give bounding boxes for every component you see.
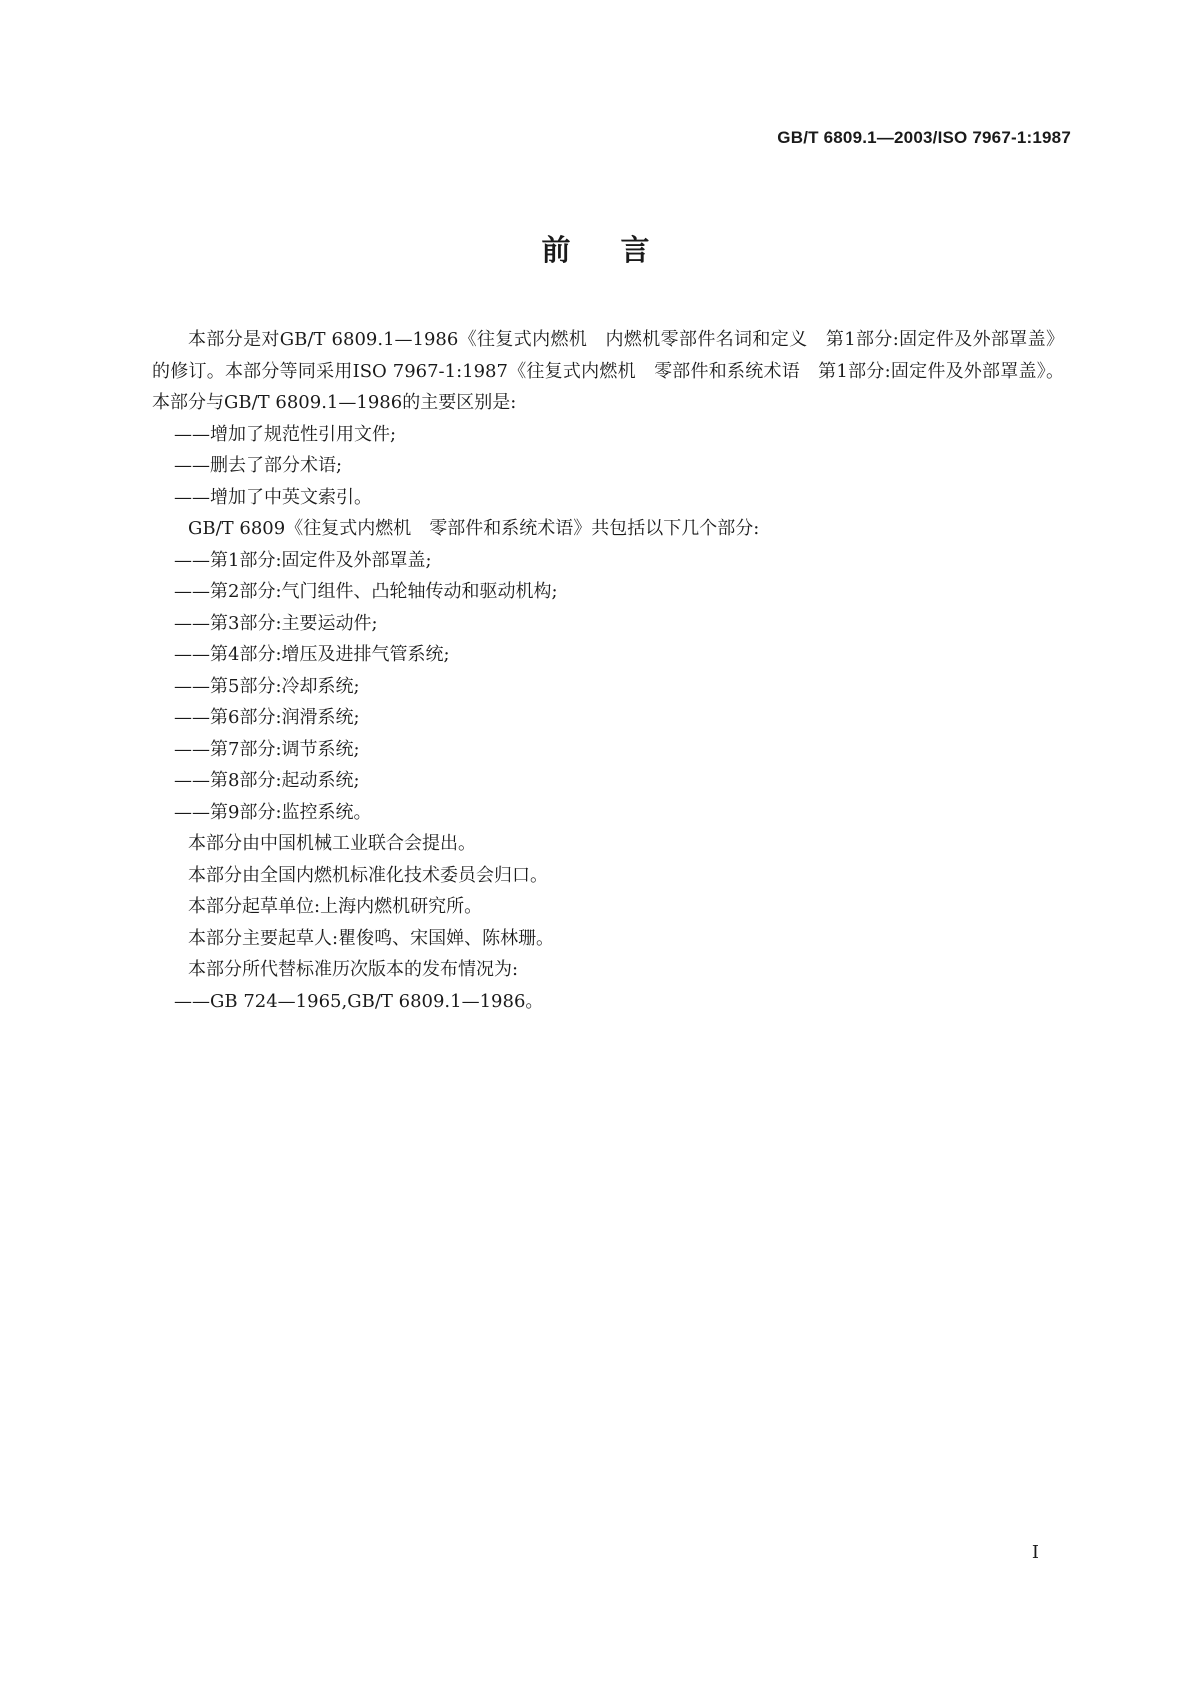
page-number: I: [1031, 1542, 1039, 1563]
drafting-unit-paragraph: 本部分起草单位:上海内燃机研究所。: [188, 896, 483, 917]
document-body: [152, 324, 1064, 1017]
standard-code: GB/T 6809.1—2003/ISO 7967-1:1987: [777, 128, 1071, 147]
centralized-by-paragraph: 本部分由全国内燃机标准化技术委员会归口。: [188, 864, 548, 886]
part-item: ——第8部分:起动系统;: [174, 770, 360, 791]
proposed-by-paragraph: 本部分由中国机械工业联合会提出。: [188, 833, 476, 854]
part-item: ——第6部分:润滑系统;: [174, 707, 360, 728]
part-item: ——第4部分:增压及进排气管系统;: [174, 644, 450, 665]
part-item: ——第1部分:固定件及外部罩盖;: [174, 549, 432, 571]
drafters-paragraph: 本部分主要起草人:瞿俊鸣、宋国婵、陈林珊。: [188, 927, 555, 949]
history-intro-paragraph: 本部分所代替标准历次版本的发布情况为:: [188, 959, 519, 980]
page-title: 前言: [541, 233, 700, 267]
change-item: ——删去了部分术语;: [174, 455, 343, 476]
part-item: ——第9部分:监控系统。: [174, 801, 372, 823]
change-item: ——增加了中英文索引。: [174, 486, 372, 508]
parts-intro-paragraph: GB/T 6809《往复式内燃机 零部件和系统术语》共包括以下几个部分:: [188, 518, 760, 539]
change-item: ——增加了规范性引用文件;: [174, 423, 397, 445]
part-item: ——第5部分:冷却系统;: [174, 675, 360, 697]
intro-paragraph: 本部分是对GB/T 6809.1—1986《往复式内燃机 内燃机零部件名词和定义 第1部分:固定件及外部罩盖》的修订。本部分等同采用ISO 7967-1:1987《往复式内燃机 零部件和系统术语 第1部分:固定件及外部罩盖》。本部分与GB/T 6809.1—1986的主要区别是:: [152, 329, 1064, 413]
part-item: ——第3部分:主要运动件;: [174, 612, 378, 634]
part-item: ——第7部分:调节系统;: [174, 738, 360, 760]
history-item: ——GB 724—1965,GB/T 6809.1—1986。: [174, 990, 544, 1012]
part-item: ——第2部分:气门组件、凸轮轴传动和驱动机构;: [174, 581, 558, 602]
